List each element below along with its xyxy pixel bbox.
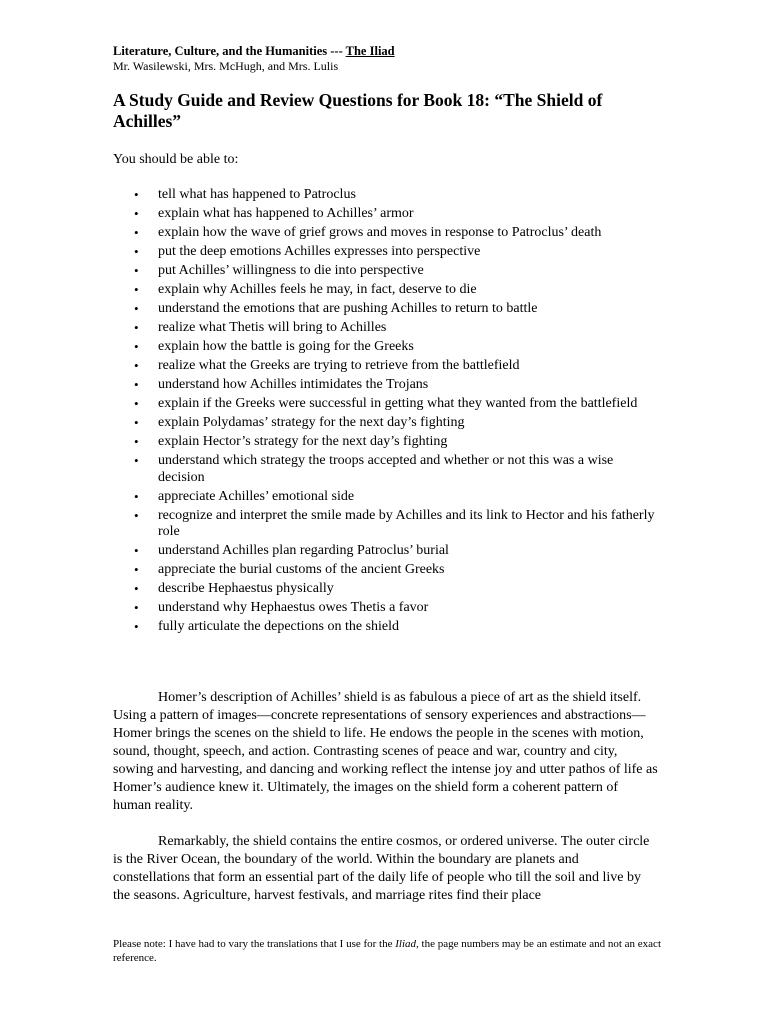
objective-text: explain how the wave of grief grows and moves in response to Patroclus’ death	[158, 225, 602, 240]
footnote-text-start: Please note: I have had to vary the translations that I use for the	[113, 938, 396, 950]
bullet-icon: •	[134, 543, 139, 558]
course-header	[113, 44, 658, 59]
objective-item	[113, 489, 663, 506]
objective-item	[113, 581, 663, 598]
objective-text: understand why Hephaestus owes Thetis a favor	[158, 600, 429, 615]
objective-text: explain if the Greeks were successful in getting what they wanted from the battlefield	[158, 396, 638, 411]
bullet-icon: •	[134, 581, 139, 596]
objective-item	[113, 453, 663, 486]
bullet-icon: •	[134, 619, 139, 634]
bullet-icon: •	[134, 301, 139, 316]
objective-item	[113, 301, 663, 318]
objective-item	[113, 543, 663, 560]
bullet-icon: •	[134, 225, 139, 240]
objective-text: understand how Achilles intimidates the Trojans	[158, 377, 429, 392]
objective-item	[113, 244, 663, 261]
teachers-line: Mr. Wasilewski, Mrs. McHugh, and Mrs. Lulis	[113, 59, 339, 73]
footnote-book-title: Iliad	[395, 938, 417, 950]
objective-item	[113, 263, 663, 280]
bullet-icon: •	[134, 488, 139, 504]
objective-item	[113, 358, 663, 375]
bullet-icon: •	[134, 562, 139, 577]
bullet-icon: •	[134, 507, 139, 523]
objective-text: appreciate the burial customs of the ancient Greeks	[158, 562, 445, 577]
objective-text: explain why Achilles feels he may, in fact, deserve to die	[158, 282, 477, 297]
objective-text: describe Hephaestus physically	[158, 581, 334, 596]
objective-text: tell what has happened to Patroclus	[158, 187, 356, 202]
objective-item	[113, 434, 663, 451]
objective-item	[113, 396, 663, 413]
paragraph-1: Homer’s description of Achilles’ shield is as fabulous a piece of art as the shield itself. Using a pattern of images—concrete representations of sensory experiences and abstractions—Homer brings the scenes on the shield to life. He endows the people in the scenes with motion, sound, thought, speech, and action. Contrasting scenes of peace and war, country and city, sowing and harvesting, and dancing and working reflect the intense joy and utter pathos of life as Homer’s audience knew it. Ultimately, the images on the shield form a coherent pattern of human reality.	[113, 689, 658, 813]
bullet-icon: •	[134, 377, 139, 392]
objective-text: understand the emotions that are pushing Achilles to return to battle	[158, 301, 538, 316]
objective-item	[113, 187, 663, 204]
bullet-icon: •	[134, 339, 139, 354]
objective-item	[113, 619, 663, 636]
paragraph-2: Remarkably, the shield contains the entire cosmos, or ordered universe. The outer circle is the River Ocean, the boundary of the world. Within the boundary are planets and constellations that form an essential part of the daily life of people who till the soil and live by the seasons. Agriculture, harvest festivals, and marriage rites find their place	[113, 833, 650, 903]
bullet-icon: •	[134, 358, 139, 373]
bullet-icon: •	[134, 453, 139, 468]
bullet-icon: •	[134, 415, 139, 430]
bullet-icon: •	[134, 396, 139, 411]
bullet-icon: •	[134, 282, 139, 297]
objective-text: understand Achilles plan regarding Patroclus’ burial	[158, 543, 449, 558]
bullet-icon: •	[134, 320, 139, 335]
objective-text: recognize and interpret the smile made by Achilles and its link to Hector and his fatherly role	[158, 507, 655, 539]
objective-item	[113, 320, 663, 337]
objective-item	[113, 562, 663, 579]
bullet-icon: •	[134, 244, 139, 259]
objective-text: explain how the battle is going for the Greeks	[158, 339, 414, 354]
objective-text: realize what Thetis will bring to Achilles	[158, 320, 387, 335]
objective-item	[113, 600, 663, 617]
bullet-icon: •	[134, 206, 139, 221]
objective-text: explain what has happened to Achilles’ armor	[158, 206, 414, 221]
intro-text: You should be able to:	[113, 152, 239, 167]
bullet-icon: •	[134, 263, 139, 278]
bullet-icon: •	[134, 434, 139, 449]
objective-item	[113, 339, 663, 356]
bullet-icon: •	[134, 600, 139, 615]
bullet-icon: •	[134, 187, 139, 202]
page-title: A Study Guide and Review Questions for Book 18: “The Shield of Achilles”	[113, 90, 603, 131]
objective-item	[113, 225, 663, 242]
objective-text: explain Polydamas’ strategy for the next day’s fighting	[158, 415, 465, 430]
objective-text: put Achilles’ willingness to die into perspective	[158, 263, 424, 278]
objective-text: realize what the Greeks are trying to retrieve from the battlefield	[158, 358, 520, 373]
objective-text: fully articulate the depections on the shield	[158, 619, 400, 634]
objective-item	[113, 377, 663, 394]
objective-item	[113, 415, 663, 432]
objectives-list	[113, 187, 658, 636]
footnote-text-end: , the page numbers may be an estimate and not an exact reference.	[113, 938, 661, 964]
document-page	[113, 44, 658, 903]
objective-text: explain Hector’s strategy for the next day’s fighting	[158, 434, 448, 449]
book-title: The Iliad	[345, 44, 395, 58]
course-name: Literature, Culture, and the Humanities ---	[113, 44, 346, 58]
objective-text: appreciate Achilles’ emotional side	[158, 488, 355, 504]
objective-item	[113, 508, 663, 541]
objective-text: understand which strategy the troops accepted and whether or not this was a wise decision	[158, 453, 614, 485]
footnote	[113, 937, 661, 965]
objective-item	[113, 206, 663, 223]
objective-text: put the deep emotions Achilles expresses into perspective	[158, 244, 481, 259]
objective-item	[113, 282, 663, 299]
